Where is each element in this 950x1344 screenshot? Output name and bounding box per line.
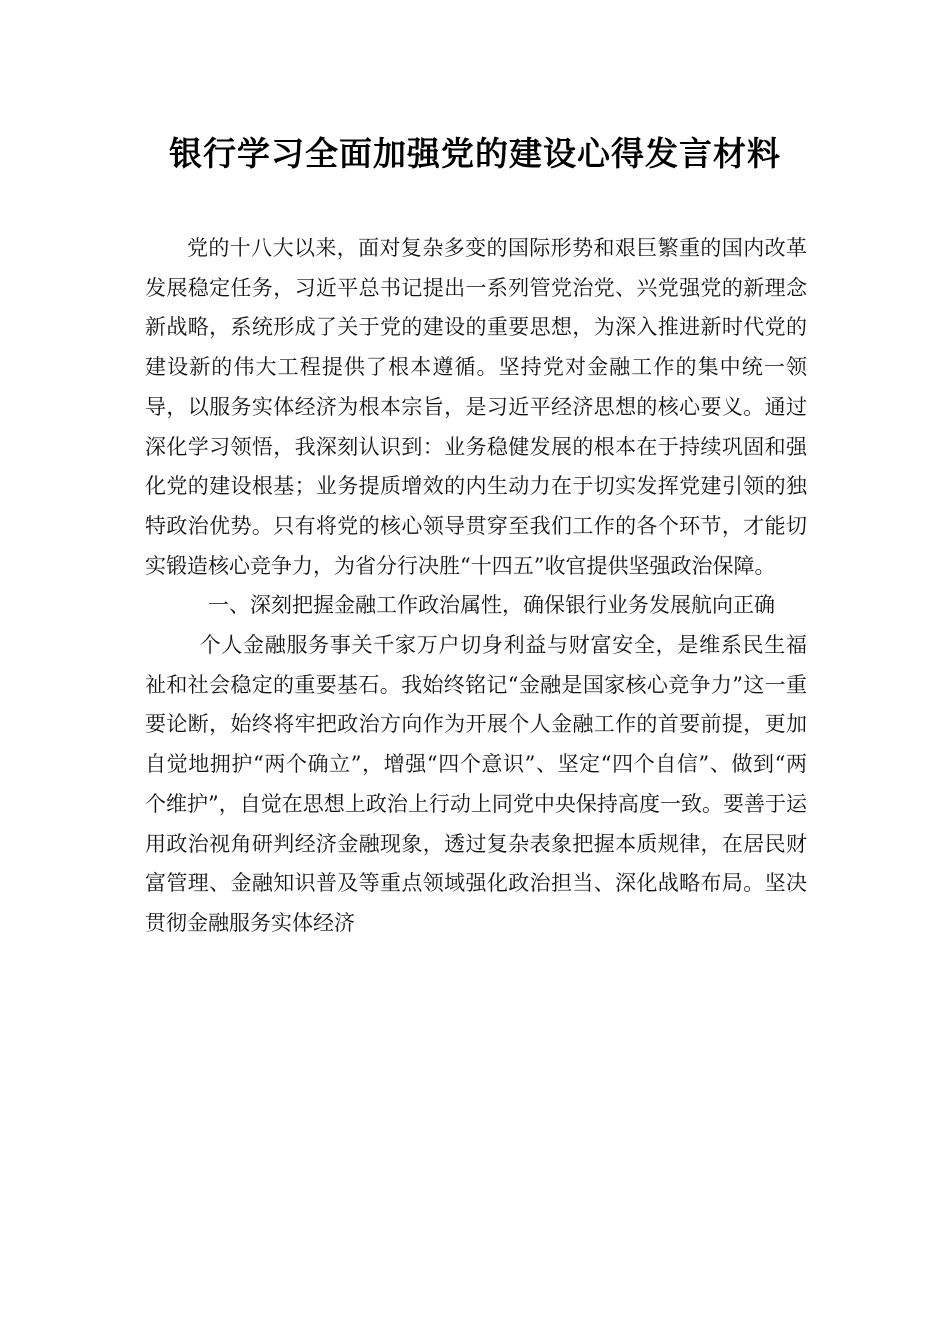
intro-paragraph: 党的十八大以来，面对复杂多变的国际形势和艰巨繁重的国内改革发展稳定任务，习近平总书记提出一系列管党治党、兴党强党的新理念新战略，系统形成了关于党的建设的重要思想，为深入推进新时代党的建设新的伟大工程提供了根本遵循。坚持党对金融工作的集中统一领导，以服务实体经济为根本宗旨，是习近平经济思想的核心要义。通过深化学习领悟，我深刻认识到：业务稳健发展的根本在于持续巩固和强化党的建设根基；业务提质增效的内生动力在于切实发挥党建引领的独特政治优势。只有将党的核心领导贯穿至我们工作的各个环节，才能切实锻造核心竞争力，为省分行决胜“十四五”收官提供坚强政治保障。: [145, 236, 807, 578]
section-heading-1: 一、深刻把握金融工作政治属性，确保银行业务发展航向正确: [208, 593, 775, 618]
document-body: [145, 229, 807, 944]
document-title: 银行学习全面加强党的建设心得发言材料: [169, 134, 781, 173]
section-1-paragraph: 个人金融服务事关千家万户切身利益与财富安全，是维系民生福祉和社会稳定的重要基石。我始终铭记“金融是国家核心竞争力”这一重要论断，始终将牢把政治方向作为开展个人金融工作的首要前提，更加自觉地拥护“两个确立”，增强“四个意识”、坚定“四个自信”、做到“两个维护”，自觉在思想上政治上行动上同党中央保持高度一致。要善于运用政治视角研判经济金融现象，透过复杂表象把握本质规律，在居民财富管理、金融知识普及等重点领域强化政治担当、深化战略布局。坚决贯彻金融服务实体经济: [145, 633, 807, 935]
